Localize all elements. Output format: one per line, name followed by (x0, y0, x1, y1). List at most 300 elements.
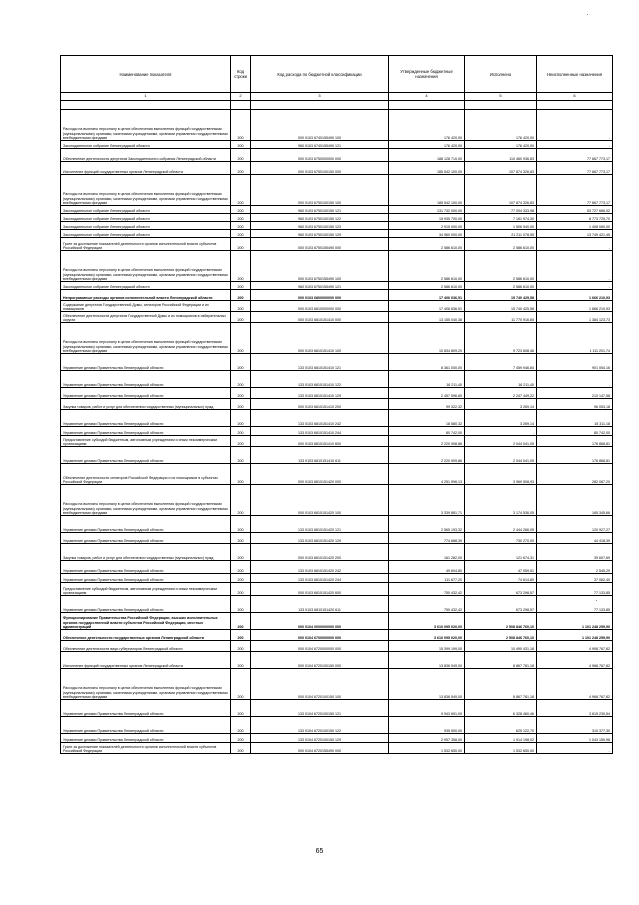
row-approved: 15 935 700,00 (389, 214, 465, 222)
row-budget-code: 960 0103 6750100150 123 (251, 222, 389, 230)
row-line-code: 200 (231, 641, 251, 652)
row-name: Управление делами Правительства Ленинградской области (61, 734, 231, 743)
row-name: Управление делами Правительства Ленинградской области (61, 410, 231, 427)
row-remaining: - (537, 743, 613, 754)
row-remaining: 901 054,16 (537, 354, 613, 371)
table-row (61, 574, 613, 583)
row-remaining: 77 133,85 (537, 583, 613, 596)
row-executed: 2 444 266,05 (465, 516, 537, 533)
table-row (61, 533, 613, 544)
row-executed: 673 298,57 (465, 596, 537, 613)
budget-execution-table (60, 55, 613, 754)
row-line-code: 200 (231, 230, 251, 238)
row-name: Предоставление субсидий бюджетным, автономным учреждениям и иным некоммерческим организациям (61, 436, 231, 447)
table-row (61, 427, 613, 436)
row-executed: 21 211 078,55 (465, 230, 537, 238)
row-budget-code: 133 0103 6810151420 121 (251, 516, 389, 533)
row-name: Обеспечение деятельности депутатов Государственной Думы и их помощников в избирательных округах (61, 312, 231, 323)
row-remaining: 310 377,30 (537, 717, 613, 734)
row-budget-code: 133 0103 6810151420 242 (251, 561, 389, 574)
row-budget-code: 000 0103 6810151420 200 (251, 544, 389, 561)
row-line-code: 200 (231, 206, 251, 214)
row-name: Управление делами Правительства Ленинградской области (61, 371, 231, 388)
row-budget-code: 960 0103 6750100150 129 (251, 230, 389, 238)
table-row (61, 301, 613, 312)
row-remaining: 1 666 210,93 (537, 290, 613, 301)
row-line-code: 200 (231, 388, 251, 399)
row-approved: 750 432,42 (389, 583, 465, 596)
row-remaining: - (537, 371, 613, 388)
row-budget-code: 000 0103 6750000000 000 (251, 149, 389, 162)
row-line-code: 200 (231, 312, 251, 323)
table-row (61, 354, 613, 371)
row-executed: 2 508 846 760,10 (465, 613, 537, 630)
row-remaining: 165 345,66 (537, 485, 613, 516)
row-approved: 111 677,20 (389, 574, 465, 583)
row-approved: 80 742,00 (389, 427, 465, 436)
row-approved: 34 960 000,00 (389, 230, 465, 238)
row-budget-code: 133 0104 6720100150 122 (251, 717, 389, 734)
row-approved: 188 128 710,00 (389, 149, 465, 162)
row-budget-code: 000 0104 6720100150 100 (251, 669, 389, 700)
row-approved: 176 420,00 (389, 141, 465, 149)
row-executed: 15 740 425,58 (465, 301, 537, 312)
row-remaining: 8 773 725,70 (537, 214, 613, 222)
row-remaining: 96 053,18 (537, 399, 613, 410)
row-remaining: 1 666 210,93 (537, 301, 613, 312)
row-name: Расходы на выплаты персоналу в целях обеспечения выполнения функций государственными (муниципальными) органами, казенными учреждениями, органами управления государственными внебюджетными фондами (61, 669, 231, 700)
row-line-code: 200 (231, 613, 251, 630)
row-remaining: 1 101 248 259,90 (537, 630, 613, 641)
row-executed: 3 969 508,93 (465, 464, 537, 485)
row-name: Законодательное собрание Ленинградской области (61, 230, 231, 238)
row-executed: 15 740 425,58 (465, 290, 537, 301)
row-approved: 13 836 549,00 (389, 652, 465, 669)
row-line-code: 200 (231, 162, 251, 175)
row-executed: 107 874 326,83 (465, 175, 537, 206)
row-approved: 185 542 100,00 (389, 162, 465, 175)
row-line-code: 200 (231, 110, 251, 141)
row-approved: 4 251 596,13 (389, 464, 465, 485)
row-line-code: 200 (231, 251, 251, 282)
row-approved: 8 361 000,00 (389, 354, 465, 371)
row-name: Расходы на выплаты персоналу в целях обеспечения выполнения функций государственными (муниципальными) органами, казенными учреждениями, органами управления государственными внебюджетными фондами (61, 251, 231, 282)
table-row (61, 238, 613, 251)
row-budget-code: 133 0103 6810151410 129 (251, 388, 389, 399)
row-name: Непрограммные расходы органов исполнительной власти Ленинградской области (61, 290, 231, 301)
row-line-code: 200 (231, 282, 251, 290)
table-row (61, 141, 613, 149)
row-executed: 1 532 650,00 (465, 743, 537, 754)
row-name: Законодательное собрание Ленинградской области (61, 282, 231, 290)
row-name: Управление делами Правительства Ленинградской области (61, 596, 231, 613)
table-row (61, 251, 613, 282)
row-name: Расходы на выплаты персоналу в целях обеспечения выполнения функций государственными (муниципальными) органами, казенными учреждениями, органами управления государственными внебюджетными фондами (61, 175, 231, 206)
row-budget-code: 960 0103 6750100150 122 (251, 214, 389, 222)
column-number: 4 (389, 93, 465, 101)
table-row (61, 544, 613, 561)
row-line-code: 200 (231, 149, 251, 162)
table-row (61, 641, 613, 652)
row-line-code: 200 (231, 301, 251, 312)
row-line-code: 200 (231, 427, 251, 436)
row-line-code: 200 (231, 717, 251, 734)
header-indicator-name: Наименование показателя (61, 56, 231, 93)
row-name: Управление делами Правительства Ленинградской области (61, 700, 231, 717)
row-budget-code: 000 0103 6810000000 000 (251, 301, 389, 312)
row-remaining: - (537, 141, 613, 149)
table-body (61, 110, 613, 754)
row-remaining: 37 062,40 (537, 574, 613, 583)
row-executed: 3 269,14 (465, 410, 537, 427)
row-budget-code: 960 0103 6740155490 121 (251, 141, 389, 149)
row-line-code: 200 (231, 574, 251, 583)
row-remaining: 120 927,27 (537, 516, 613, 533)
row-line-code: 200 (231, 464, 251, 485)
row-remaining: - (537, 251, 613, 282)
row-budget-code: 000 0103 6750155490 100 (251, 251, 389, 282)
table-row (61, 447, 613, 464)
row-budget-code: 133 0103 6810151420 611 (251, 596, 389, 613)
row-budget-code: 000 0103 6810151410 000 (251, 312, 389, 323)
row-line-code: 200 (231, 700, 251, 717)
header-approved: Утвержденные бюджетные назначения (389, 56, 465, 93)
row-budget-code: 133 0103 6810151410 242 (251, 410, 389, 427)
row-approved: 2 457 596,80 (389, 388, 465, 399)
row-executed: 673 298,57 (465, 583, 537, 596)
row-executed: 3 269,14 (465, 399, 537, 410)
row-approved: 9 943 691,00 (389, 700, 465, 717)
row-remaining: 39 607,69 (537, 544, 613, 561)
row-remaining: - (537, 110, 613, 141)
row-budget-code: 000 0104 6700000000 000 (251, 630, 389, 641)
table-row (61, 743, 613, 754)
row-line-code: 200 (231, 410, 251, 427)
row-remaining: 2 545,29 (537, 561, 613, 574)
row-name: Управление делами Правительства Ленинградской области (61, 427, 231, 436)
row-budget-code: 960 0103 6750155490 121 (251, 282, 389, 290)
row-budget-code: 000 0103 6810151410 200 (251, 399, 389, 410)
row-approved: 3 339 881,71 (389, 485, 465, 516)
row-budget-code: 000 0103 6750155490 000 (251, 238, 389, 251)
row-executed: 176 420,00 (465, 110, 537, 141)
row-budget-code: 133 0103 6810151410 244 (251, 427, 389, 436)
table-header-row (61, 56, 613, 93)
row-name: Обеспечение деятельности государственных органов Ленинградской области (61, 630, 231, 641)
row-name: Функционирование Правительства Российской Федерации, высших исполнительных органов государственной власти субъектов Российской Федерации, местных администраций (61, 613, 231, 630)
row-executed: 107 874 326,83 (465, 162, 537, 175)
row-approved: 1 532 650,00 (389, 743, 465, 754)
row-budget-code: 960 0103 6750100150 121 (251, 206, 389, 214)
row-line-code: 200 (231, 290, 251, 301)
row-line-code: 200 (231, 214, 251, 222)
row-executed: 8 867 781,18 (465, 669, 537, 700)
row-approved: 99 322,32 (389, 399, 465, 410)
row-budget-code: 000 0104 6720000000 000 (251, 641, 389, 652)
row-remaining: 13 749 421,45 (537, 230, 613, 238)
row-executed: 7 161 974,30 (465, 214, 537, 222)
row-remaining: 3 615 230,54 (537, 700, 613, 717)
row-line-code: 200 (231, 596, 251, 613)
row-name: Законодательное собрание Ленинградской области (61, 206, 231, 214)
row-budget-code: 000 0104 0000000000 000 (251, 613, 389, 630)
header-line-code: Код строки (231, 56, 251, 93)
row-budget-code: 133 0103 6810151420 129 (251, 533, 389, 544)
column-number: 2 (231, 93, 251, 101)
row-executed: 10 490 431,18 (465, 641, 537, 652)
row-approved: 49 604,80 (389, 561, 465, 574)
row-name: Законодательное собрание Ленинградской области (61, 141, 231, 149)
row-remaining: 4 908 767,82 (537, 641, 613, 652)
row-approved: 131 732 000,00 (389, 206, 465, 214)
row-executed: 2 247 449,22 (465, 388, 537, 399)
row-name: Исполнение функций государственных органов Ленинградской области (61, 652, 231, 669)
row-name: Управление делами Правительства Ленинградской области (61, 516, 231, 533)
row-executed: 1 506 940,00 (465, 222, 537, 230)
row-name: Законодательное собрание Ленинградской области (61, 222, 231, 230)
row-approved: 176 420,00 (389, 110, 465, 141)
row-name: Закупка товаров, работ и услуг для обеспечения государственных (муниципальных) нужд (61, 399, 231, 410)
row-approved: 3 610 095 020,00 (389, 613, 465, 630)
table-row (61, 734, 613, 743)
row-budget-code: 000 0103 6750100150 000 (251, 162, 389, 175)
row-line-code: 200 (231, 583, 251, 596)
row-remaining: 44 418,39 (537, 533, 613, 544)
row-budget-code: 000 0103 6810151410 600 (251, 436, 389, 447)
scan-speck (587, 14, 588, 15)
table-row (61, 436, 613, 447)
table-row (61, 110, 613, 141)
row-budget-code: 000 0103 6810151420 600 (251, 583, 389, 596)
row-name: Управление делами Правительства Ленинградской области (61, 388, 231, 399)
header-remaining: Неисполненные назначения (537, 56, 613, 93)
table-row (61, 464, 613, 485)
row-approved: 2 220 908,86 (389, 436, 465, 447)
row-name: Обеспечение деятельности сенаторов Российской Федерации и их помощников в субъектах Российской Федерации (61, 464, 231, 485)
row-name: Обеспечение деятельности вице-губернаторов Ленинградской области (61, 641, 231, 652)
row-line-code: 200 (231, 734, 251, 743)
row-remaining: 77 667 773,17 (537, 162, 613, 175)
row-remaining: 1 043 159,98 (537, 734, 613, 743)
row-name: Содержание депутатов Государственной Думы, сенаторов Российской Федерации и их помощников (61, 301, 231, 312)
row-executed: 16 211,40 (465, 371, 537, 388)
row-approved: 16 211,40 (389, 371, 465, 388)
row-line-code: 200 (231, 743, 251, 754)
row-executed: 176 420,00 (465, 141, 537, 149)
row-approved: 2 565 193,32 (389, 516, 465, 533)
table-row (61, 230, 613, 238)
table-row (61, 561, 613, 574)
row-executed: 6 328 460,46 (465, 700, 537, 717)
row-approved: 774 688,39 (389, 533, 465, 544)
row-budget-code: 000 0103 6810151410 100 (251, 323, 389, 354)
row-remaining: 15 311,18 (537, 410, 613, 427)
header-executed: Исполнено (465, 56, 537, 93)
row-budget-code: 000 0103 6810151420 000 (251, 464, 389, 485)
table-row (61, 388, 613, 399)
row-budget-code: 133 0103 6810151410 122 (251, 371, 389, 388)
row-approved: 3 610 095 020,00 (389, 630, 465, 641)
row-approved: 13 836 549,00 (389, 669, 465, 700)
scan-speck (596, 600, 597, 601)
row-line-code: 200 (231, 238, 251, 251)
header-budget-code: Код расхода по бюджетной классификации (251, 56, 389, 93)
row-remaining: 1 111 201,74 (537, 323, 613, 354)
row-line-code: 200 (231, 516, 251, 533)
row-name: Закупка товаров, работ и услуг для обеспечения государственных (муниципальных) нужд (61, 544, 231, 561)
row-name: Обеспечение деятельности депутатов Законодательного собрания Ленинградской области (61, 149, 231, 162)
row-remaining: 4 968 767,82 (537, 669, 613, 700)
row-approved: 10 834 809,20 (389, 323, 465, 354)
row-executed: 77 004 333,98 (465, 206, 537, 214)
row-executed: 121 674,31 (465, 544, 537, 561)
row-line-code: 200 (231, 561, 251, 574)
row-line-code: 200 (231, 533, 251, 544)
table-row (61, 669, 613, 700)
row-line-code: 200 (231, 141, 251, 149)
row-remaining: 1 101 248 259,90 (537, 613, 613, 630)
page-number: 65 (315, 848, 324, 855)
row-remaining: 1 408 060,00 (537, 222, 613, 230)
row-executed: 11 770 916,65 (465, 312, 537, 323)
spacer-row (61, 101, 613, 110)
row-line-code: 200 (231, 485, 251, 516)
row-executed: 1 914 198,02 (465, 734, 537, 743)
column-number: 5 (465, 93, 537, 101)
row-name: Расходы на выплаты персоналу в целях обеспечения выполнения функций государственными (муниципальными) органами, казенными учреждениями, органами управления государственными внебюджетными фондами (61, 485, 231, 516)
table-row (61, 485, 613, 516)
row-executed: 110 460 936,83 (465, 149, 537, 162)
row-approved: 2 957 358,00 (389, 734, 465, 743)
row-name: Расходы на выплаты персоналу в целях обеспечения выполнения функций государственными (муниципальными) органами, казенными учреждениями, органами управления государственными внебюджетными фондами (61, 323, 231, 354)
row-budget-code: 000 0103 6810151420 100 (251, 485, 389, 516)
row-budget-code: 000 0104 6720100150 000 (251, 652, 389, 669)
table-row (61, 700, 613, 717)
row-name: Управление делами Правительства Ленинградской области (61, 574, 231, 583)
row-line-code: 200 (231, 399, 251, 410)
row-executed: 7 459 946,84 (465, 354, 537, 371)
row-line-code: 200 (231, 371, 251, 388)
table-row (61, 149, 613, 162)
row-approved: 935 500,00 (389, 717, 465, 734)
table-row (61, 613, 613, 630)
row-executed: 2 586 610,00 (465, 251, 537, 282)
table-row (61, 175, 613, 206)
row-budget-code: 000 0103 6740155490 100 (251, 110, 389, 141)
table-row (61, 312, 613, 323)
table-row (61, 371, 613, 388)
table-row (61, 410, 613, 427)
row-remaining: - (537, 238, 613, 251)
row-approved: 13 155 040,38 (389, 312, 465, 323)
row-line-code: 200 (231, 323, 251, 354)
row-approved: 17 406 636,51 (389, 290, 465, 301)
row-approved: 2 586 610,00 (389, 238, 465, 251)
row-name: Управление делами Правительства Ленинградской области (61, 447, 231, 464)
column-number: 3 (251, 93, 389, 101)
row-remaining: 210 147,58 (537, 388, 613, 399)
row-line-code: 200 (231, 544, 251, 561)
row-remaining: 1 384 123,73 (537, 312, 613, 323)
row-name: Исполнение функций государственных органов Ленинградской области (61, 162, 231, 175)
row-executed: 47 059,51 (465, 561, 537, 574)
row-remaining: 53 727 666,02 (537, 206, 613, 214)
table-row (61, 596, 613, 613)
row-line-code: 200 (231, 436, 251, 447)
table-row (61, 516, 613, 533)
row-line-code: 200 (231, 630, 251, 641)
table-row (61, 222, 613, 230)
row-budget-code: 133 0104 6720100150 129 (251, 734, 389, 743)
row-budget-code: 000 0104 6720155490 000 (251, 743, 389, 754)
row-executed: 2 044 041,05 (465, 447, 537, 464)
row-executed: 3 174 536,05 (465, 485, 537, 516)
row-approved: 17 406 636,51 (389, 301, 465, 312)
row-executed: 8 867 781,18 (465, 652, 537, 669)
row-approved: 18 580,32 (389, 410, 465, 427)
row-name: Управление делами Правительства Ленинградской области (61, 561, 231, 574)
table-row (61, 583, 613, 596)
row-executed: - (465, 427, 537, 436)
row-remaining: 282 087,20 (537, 464, 613, 485)
row-budget-code: 000 0103 6750100150 100 (251, 175, 389, 206)
table-row (61, 282, 613, 290)
row-name: Законодательное собрание Ленинградской области (61, 214, 231, 222)
table-row (61, 162, 613, 175)
table-row (61, 206, 613, 214)
row-executed: 730 270,00 (465, 533, 537, 544)
table-row (61, 399, 613, 410)
row-approved: 161 282,00 (389, 544, 465, 561)
row-executed: 2 586 610,00 (465, 282, 537, 290)
table-row (61, 630, 613, 641)
column-number: 1 (61, 93, 231, 101)
row-remaining: 77 133,85 (537, 596, 613, 613)
column-number: 6 (537, 93, 613, 101)
row-line-code: 200 (231, 447, 251, 464)
row-name: Расходы на выплаты персоналу в целях обеспечения выполнения функций государственными (муниципальными) органами, казенными учреждениями, органами управления государственными внебюджетными фондами (61, 110, 231, 141)
row-remaining: 176 868,81 (537, 447, 613, 464)
table-row (61, 290, 613, 301)
row-approved: 2 586 610,00 (389, 282, 465, 290)
row-line-code: 200 (231, 354, 251, 371)
row-name: Управление делами Правительства Ленинградской области (61, 533, 231, 544)
row-approved: 2 586 610,00 (389, 251, 465, 282)
row-approved: 750 432,42 (389, 596, 465, 613)
row-remaining: - (537, 282, 613, 290)
row-executed: 2 508 846 760,10 (465, 630, 537, 641)
row-budget-code: 133 0103 6810151410 611 (251, 447, 389, 464)
table-row (61, 214, 613, 222)
row-executed: 625 122,70 (465, 717, 537, 734)
row-name: Грант за достижение показателей деятельности органов исполнительной власти субъектов Российской Федерации (61, 743, 231, 754)
row-remaining: 77 667 773,17 (537, 175, 613, 206)
row-name: Предоставление субсидий бюджетным, автономным учреждениям и иным некоммерческим организациям (61, 583, 231, 596)
row-line-code: 200 (231, 652, 251, 669)
row-approved: 2 915 000,00 (389, 222, 465, 230)
row-remaining: 80 742,00 (537, 427, 613, 436)
row-remaining: 176 868,81 (537, 436, 613, 447)
table-row (61, 323, 613, 354)
row-budget-code: 133 0104 6720100150 121 (251, 700, 389, 717)
row-executed: 2 586 610,00 (465, 238, 537, 251)
row-approved: 15 399 199,00 (389, 641, 465, 652)
row-remaining: 77 667 773,17 (537, 149, 613, 162)
row-remaining: 4 968 767,82 (537, 652, 613, 669)
row-name: Управление делами Правительства Ленинградской области (61, 354, 231, 371)
row-approved: 185 542 100,00 (389, 175, 465, 206)
row-approved: 2 220 909,86 (389, 447, 465, 464)
